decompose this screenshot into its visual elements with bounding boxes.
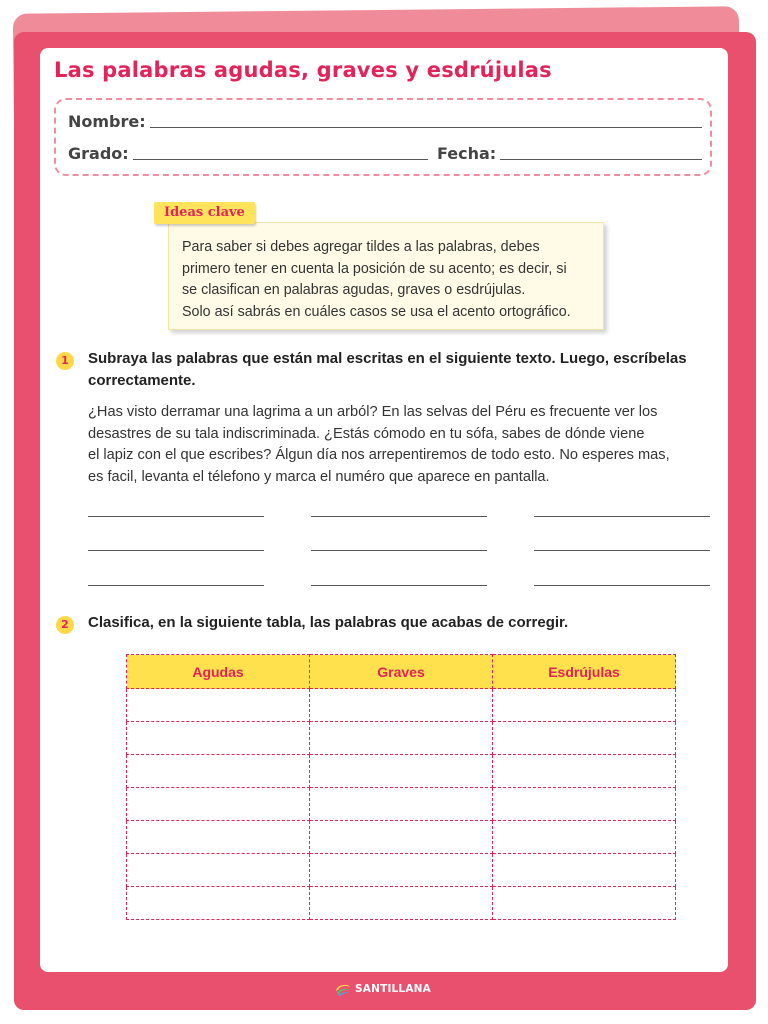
nombre-label: Nombre: <box>68 112 146 131</box>
ideas-line: primero tener en cuenta la posición de su acento; es decir, si <box>182 260 567 277</box>
table-cell[interactable] <box>493 821 676 854</box>
instruction-line: correctamente. <box>88 372 196 389</box>
table-row <box>127 689 676 722</box>
santillana-logo <box>334 978 431 1000</box>
table-cell[interactable] <box>127 722 310 755</box>
table-cell[interactable] <box>493 887 676 920</box>
table-cell[interactable] <box>493 689 676 722</box>
table-cell[interactable] <box>127 821 310 854</box>
table-cell[interactable] <box>310 887 493 920</box>
header-esdrujulas: Esdrújulas <box>493 655 676 689</box>
fecha-input-line[interactable] <box>500 158 702 160</box>
grado-label: Grado: <box>68 144 129 163</box>
answer-line[interactable] <box>311 550 487 551</box>
table-cell[interactable] <box>310 722 493 755</box>
student-info-box <box>54 98 712 176</box>
ideas-clave-tag: Ideas clave <box>154 202 255 224</box>
table-row <box>127 722 676 755</box>
nombre-row <box>68 112 702 131</box>
exercise-2-instruction: Clasifica, en la siguiente tabla, las palabras que acabas de corregir. <box>88 614 569 631</box>
table-row <box>127 854 676 887</box>
nombre-input-line[interactable] <box>150 126 702 128</box>
grado-input-line[interactable] <box>133 158 428 160</box>
brand-name: SANTILLANA <box>355 983 431 995</box>
table-cell[interactable] <box>493 854 676 887</box>
ideas-line: Solo así sabrás en cuáles casos se usa el acento ortográfico. <box>182 303 571 320</box>
instruction-line: Subraya las palabras que están mal escritas en el siguiente texto. Luego, escríbelas <box>88 350 687 367</box>
passage-line: ¿Has visto derramar una lagrima a un arból? En las selvas del Péru es frecuente ver los <box>88 404 658 420</box>
passage-line: el lapiz con el que escribes? Álgun día nos arrepentiremos de todo esto. No esperes mas, <box>88 447 670 463</box>
ideas-clave-box <box>168 222 604 330</box>
answer-line[interactable] <box>88 516 264 517</box>
table-row <box>127 887 676 920</box>
table-cell[interactable] <box>127 755 310 788</box>
fecha-row <box>437 144 702 163</box>
exercise-2-number: 2 <box>56 616 74 634</box>
header-agudas: Agudas <box>127 655 310 689</box>
table-cell[interactable] <box>127 887 310 920</box>
answer-lines <box>88 500 710 590</box>
answer-line[interactable] <box>311 585 487 586</box>
table-cell[interactable] <box>127 689 310 722</box>
classification-table <box>126 654 676 920</box>
exercise-1-passage <box>88 402 708 488</box>
passage-line: desastres de su tala indiscriminada. ¿Estás cómodo en tu sófa, sabes de dónde viene <box>88 425 645 442</box>
worksheet-title: Las palabras agudas, graves y esdrújulas <box>54 58 552 82</box>
table-cell[interactable] <box>310 821 493 854</box>
santillana-swirl-icon <box>334 981 352 997</box>
ideas-line: se clasifican en palabras agudas, graves o esdrújulas. <box>182 282 526 298</box>
fecha-label: Fecha: <box>437 144 497 163</box>
table-cell[interactable] <box>127 854 310 887</box>
header-graves: Graves <box>310 655 493 689</box>
grado-row <box>68 144 428 163</box>
answer-line[interactable] <box>88 550 264 551</box>
answer-line[interactable] <box>311 516 487 517</box>
table-cell[interactable] <box>127 788 310 821</box>
table-row <box>127 821 676 854</box>
table-row <box>127 788 676 821</box>
table-cell[interactable] <box>493 755 676 788</box>
table-row <box>127 755 676 788</box>
table-cell[interactable] <box>493 788 676 821</box>
ideas-line: Para saber si debes agregar tildes a las palabras, debes <box>182 239 540 255</box>
exercise-1-instruction <box>88 348 708 392</box>
answer-line[interactable] <box>534 516 710 517</box>
table-cell[interactable] <box>310 689 493 722</box>
table-cell[interactable] <box>493 722 676 755</box>
answer-line[interactable] <box>534 550 710 551</box>
table-cell[interactable] <box>310 755 493 788</box>
table-cell[interactable] <box>310 854 493 887</box>
table-header-row <box>127 655 676 689</box>
table-cell[interactable] <box>310 788 493 821</box>
answer-line[interactable] <box>88 585 264 586</box>
exercise-1-number: 1 <box>56 352 74 370</box>
passage-line: es facil, levanta el télefono y marca el numéro que aparece en pantalla. <box>88 468 550 485</box>
answer-line[interactable] <box>534 585 710 586</box>
